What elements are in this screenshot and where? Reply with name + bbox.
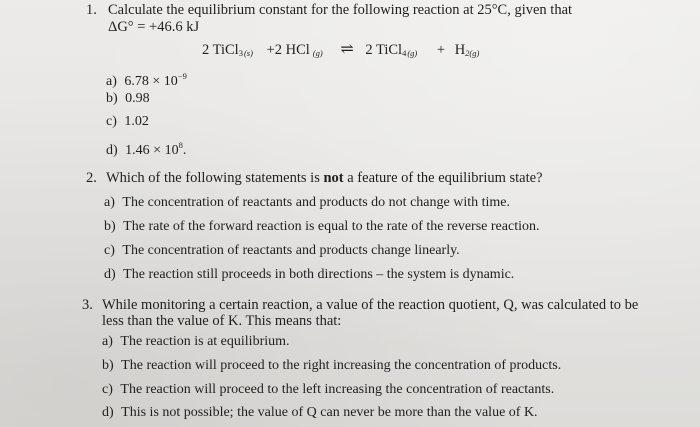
product-1: 2 TiCl xyxy=(365,42,403,58)
option-text: The concentration of reactants and products do not change with time. xyxy=(122,195,510,210)
question-number: 2. xyxy=(86,170,97,186)
option-text: The reaction still proceeds in both directions – the system is dynamic. xyxy=(123,267,515,282)
option-letter: a) xyxy=(102,334,113,349)
option-text: The rate of the forward reaction is equal to the rate of the reverse reaction. xyxy=(123,219,540,234)
question-prompt xyxy=(106,170,543,186)
product-1-state: (g) xyxy=(407,48,418,58)
option-text: This is not possible; the value of Q can never be more than the value of K. xyxy=(121,405,538,420)
option-text: 0.98 xyxy=(125,91,150,106)
option-letter: c) xyxy=(106,114,117,129)
option-text: The concentration of reactants and products change linearly. xyxy=(122,243,460,258)
option-d xyxy=(102,405,538,421)
option-letter: b) xyxy=(106,91,118,106)
reactant-2: +2 HCl xyxy=(266,42,310,58)
prompt-after: a feature of the equilibrium state? xyxy=(343,170,543,186)
option-letter: a) xyxy=(106,74,117,89)
option-text: 6.78 × 10 xyxy=(124,74,178,89)
product-1-subscript: 4 xyxy=(402,48,407,58)
question-prompt-continued: less than the value of K. This means that: xyxy=(102,313,342,329)
question-number: 3. xyxy=(82,297,93,313)
reactant-1: 2 TiCl xyxy=(202,42,239,58)
question-prompt-given: ΔG° = +46.6 kJ xyxy=(108,19,200,35)
option-letter: c) xyxy=(102,382,113,397)
option-text: The reaction will proceed to the right increasing the concentration of products. xyxy=(121,358,562,373)
option-a xyxy=(102,334,290,350)
question-prompt: While monitoring a certain reaction, a value of the reaction quotient, Q, was calculated to be xyxy=(102,297,639,313)
option-a xyxy=(104,195,510,211)
option-d xyxy=(104,267,514,283)
option-letter: b) xyxy=(104,219,116,234)
reactant-1-subscript: 3 xyxy=(238,48,243,58)
option-letter: d) xyxy=(102,405,114,420)
option-text: The reaction will proceed to the left increasing the concentration of reactants. xyxy=(120,382,555,397)
product-2: H xyxy=(454,42,466,58)
option-exponent: 8 xyxy=(178,140,183,150)
question-prompt: Calculate the equilibrium constant for the following reaction at 25°C, given that xyxy=(108,2,573,18)
option-letter: b) xyxy=(102,358,114,373)
option-c xyxy=(102,382,554,398)
chemical-equation xyxy=(202,42,479,61)
equilibrium-arrow: ⇌ xyxy=(340,41,354,58)
prompt-emphasis: not xyxy=(323,170,344,186)
product-plus: + xyxy=(436,42,446,58)
option-a xyxy=(106,68,187,90)
option-c xyxy=(106,114,149,130)
reactant-1-state: (s) xyxy=(243,48,253,58)
option-text: The reaction is at equilibrium. xyxy=(120,334,290,349)
product-2-subscript: 2(g) xyxy=(465,48,480,58)
option-b xyxy=(102,358,561,374)
question-number: 1. xyxy=(86,2,97,18)
option-letter: d) xyxy=(104,267,116,282)
prompt-before: Which of the following statements is xyxy=(106,170,324,186)
option-text: 1.02 xyxy=(124,114,149,129)
option-b xyxy=(104,219,539,235)
option-exponent: −9 xyxy=(177,71,187,81)
option-d xyxy=(106,137,186,159)
option-letter: c) xyxy=(104,243,115,258)
option-letter: d) xyxy=(106,143,118,158)
option-letter: a) xyxy=(104,195,115,210)
option-b xyxy=(106,91,150,107)
option-text: 1.46 × 10 xyxy=(125,143,179,158)
reactant-2-state: (g) xyxy=(312,48,323,58)
option-suffix: . xyxy=(182,143,187,158)
option-c xyxy=(104,243,460,259)
